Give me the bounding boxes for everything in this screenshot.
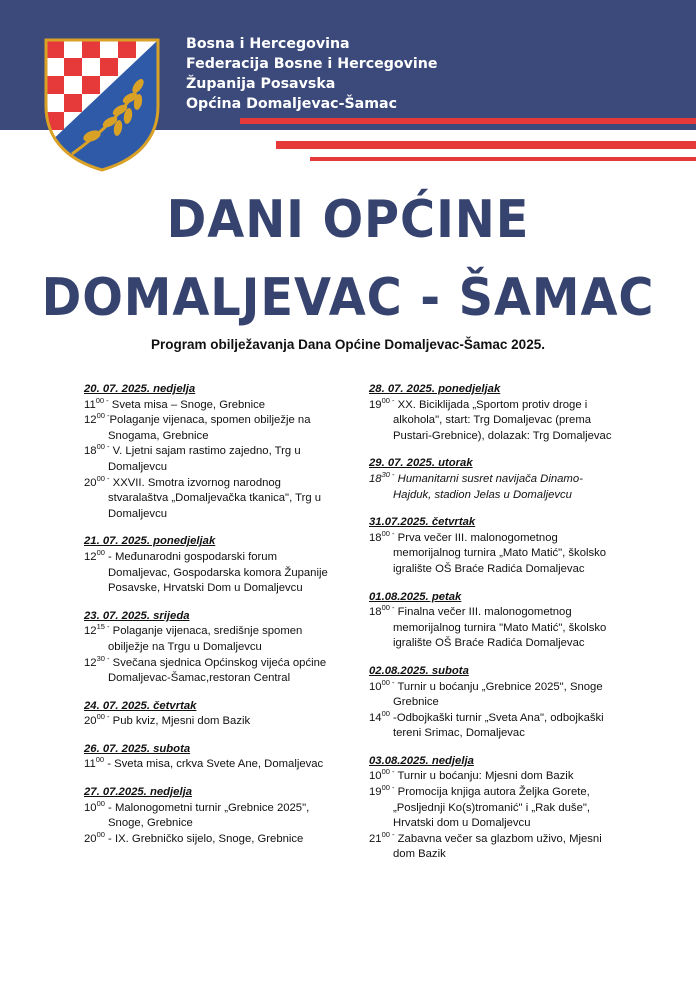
title-line-1: DANI OPĆINE bbox=[166, 190, 530, 250]
day-heading: 21. 07. 2025. ponedjeljak bbox=[84, 535, 216, 548]
event-description: - Malonogometni turnir „Grebnice 2025", Snoge, Grebnice bbox=[104, 801, 310, 830]
event-time: 19 bbox=[369, 786, 382, 799]
schedule-event bbox=[84, 444, 334, 475]
event-time: 14 bbox=[369, 711, 382, 724]
event-time-minutes: 00 bbox=[96, 548, 105, 558]
event-time: 18 bbox=[369, 472, 382, 485]
schedule-event bbox=[369, 395, 619, 445]
schedule-event bbox=[369, 769, 619, 785]
red-stripe-top bbox=[240, 118, 696, 124]
event-description: Humanitarni susret navijača Dinamo-Hajduk, stadion Jelas u Domaljevcu bbox=[393, 472, 583, 501]
event-time-minutes: 00 - bbox=[381, 767, 395, 777]
event-description: Polaganje vijenaca, središnje spomen obilježje na Trgu u Domaljevcu bbox=[108, 625, 303, 653]
schedule-day bbox=[369, 590, 619, 652]
schedule-event bbox=[369, 785, 619, 832]
event-time: 19 bbox=[369, 398, 382, 411]
event-time: 11 bbox=[84, 398, 96, 411]
schedule-day bbox=[84, 534, 334, 596]
schedule-day bbox=[369, 664, 619, 742]
event-time-minutes: 00 - bbox=[381, 528, 395, 538]
event-description: XX. Biciklijada „Sportom protiv droge i alkohola", start: Trg Domaljevac (prema Pustari-Grebnice), dolazak: Trg Domaljevac bbox=[393, 398, 612, 442]
event-time-minutes: 00 bbox=[96, 830, 105, 840]
header-line-municipality: Općina Domaljevac-Šamac bbox=[186, 96, 398, 112]
event-time: 11 bbox=[84, 758, 96, 771]
schedule-event bbox=[369, 832, 619, 863]
schedule-event bbox=[84, 473, 334, 523]
day-heading: 23. 07. 2025. srijeda bbox=[84, 609, 190, 622]
schedule-day bbox=[369, 515, 619, 577]
schedule-day bbox=[84, 609, 334, 687]
event-description: Turnir u boćanju „Grebnice 2025", Snoge Grebnice bbox=[393, 680, 603, 709]
day-heading: 03.08.2025. nedjelja bbox=[369, 754, 474, 767]
schedule-event bbox=[84, 714, 334, 730]
event-time: 12 bbox=[84, 550, 97, 563]
schedule-event bbox=[369, 528, 619, 578]
event-time-minutes: 00 - bbox=[381, 830, 395, 840]
day-heading: 01.08.2025. petak bbox=[369, 590, 462, 603]
schedule-event bbox=[84, 798, 334, 832]
event-description: Finalna večer III. malonogometnog memorijalnog turnira "Mato Matić", školsko igralište OŠ Braće Radića Domaljevac bbox=[393, 606, 607, 650]
day-heading: 29. 07. 2025. utorak bbox=[369, 457, 473, 470]
day-heading: 20. 07. 2025. nedjelja bbox=[84, 383, 196, 395]
day-heading: 28. 07. 2025. ponedjeljak bbox=[369, 383, 501, 395]
event-description: -Odbojkaški turnir „Sveta Ana", odbojkaški tereni Srimac, Domaljevac bbox=[389, 711, 604, 740]
schedule-event bbox=[369, 677, 619, 711]
schedule-event bbox=[369, 472, 619, 503]
day-heading: 26. 07. 2025. subota bbox=[84, 742, 191, 755]
schedule-event bbox=[84, 395, 334, 414]
schedule-day bbox=[84, 699, 334, 730]
event-time: 18 bbox=[369, 606, 382, 619]
event-description: Turnir u boćanju: Mjesni dom Bazik bbox=[394, 770, 574, 783]
event-time-minutes: 00 - bbox=[381, 677, 395, 687]
event-time-minutes: 30 - bbox=[96, 653, 110, 663]
event-time: 18 bbox=[84, 445, 97, 458]
event-time: 12 bbox=[84, 656, 97, 669]
event-time: 10 bbox=[369, 680, 382, 693]
event-time: 20 bbox=[84, 832, 97, 845]
event-time-minutes: 30 - bbox=[381, 470, 395, 480]
schedule-event bbox=[84, 832, 334, 848]
schedule-day bbox=[369, 456, 619, 503]
event-time: 12 bbox=[84, 625, 97, 638]
header-line-federation: Federacija Bosne i Hercegovine bbox=[186, 56, 438, 72]
event-description: Polaganje vijenaca, spomen obilježje na Snogama, Grebnice bbox=[108, 414, 311, 442]
day-heading: 24. 07. 2025. četvrtak bbox=[84, 699, 197, 712]
red-stripe-middle bbox=[276, 141, 696, 149]
event-description: Zabavna večer sa glazbom uživo, Mjesni dom Bazik bbox=[393, 832, 602, 861]
event-description: XXVII. Smotra izvornog narodnog stvaralaštva „Domaljevačka tkanica", Trg u Domaljevcu bbox=[108, 476, 322, 520]
event-description: - IX. Grebničko sijelo, Snoge, Grebnice bbox=[104, 832, 304, 845]
event-time-minutes: 00 - bbox=[96, 712, 110, 722]
event-time: 21 bbox=[369, 832, 382, 845]
schedule-event bbox=[84, 550, 334, 597]
schedule-event bbox=[369, 708, 619, 742]
header-line-country: Bosna i Hercegovina bbox=[186, 36, 350, 52]
event-time-minutes: 00 bbox=[95, 755, 105, 765]
schedule-event bbox=[369, 605, 619, 652]
event-description: Promocija knjiga autora Željka Gorete, „Posljednji Ko(s)tromanić" i „Rak duše", Hrvatski dom u Domaljevcu bbox=[393, 786, 590, 830]
schedule-right-column bbox=[369, 382, 619, 875]
schedule-event bbox=[84, 653, 334, 687]
event-time-minutes: 00 bbox=[96, 798, 105, 808]
event-time-minutes: 00 - bbox=[96, 442, 110, 452]
schedule-day bbox=[84, 382, 334, 522]
day-heading: 02.08.2025. subota bbox=[369, 664, 469, 677]
event-description: Svečana sjednica Općinskog vijeća općine Domaljevac-Šamac,restoran Central bbox=[108, 656, 327, 685]
event-time-minutes: 00 bbox=[381, 708, 390, 718]
coat-of-arms-icon bbox=[42, 36, 162, 172]
event-time-minutes: 00 - bbox=[381, 395, 395, 405]
event-description: Sveta misa – Snoge, Grebnice bbox=[108, 398, 266, 411]
event-time: 10 bbox=[369, 770, 382, 783]
event-time-minutes: 00 - bbox=[95, 395, 109, 405]
event-description: Prva večer III. malonogometnog memorijalnog turnira „Mato Matić", školsko igralište OŠ Braće Radića Domaljevac bbox=[393, 531, 607, 575]
event-time-minutes: 00 - bbox=[381, 783, 395, 793]
schedule-day bbox=[84, 785, 334, 847]
event-description: - Sveta misa, crkva Svete Ane, Domaljevac bbox=[104, 758, 324, 771]
event-description: Pub kviz, Mjesni dom Bazik bbox=[109, 715, 251, 728]
schedule-event bbox=[84, 624, 334, 655]
day-heading: 27. 07.2025. nedjelja bbox=[84, 786, 193, 799]
schedule-day bbox=[369, 754, 619, 863]
header-line-county: Županija Posavska bbox=[186, 76, 336, 92]
event-time-minutes: 00 - bbox=[96, 411, 110, 421]
schedule-left-column bbox=[84, 382, 334, 859]
event-time-minutes: 00 - bbox=[381, 603, 395, 613]
title-line-2: DOMALJEVAC - ŠAMAC bbox=[41, 268, 655, 328]
event-description: V. Ljetni sajam rastimo zajedno, Trg u Domaljevcu bbox=[108, 445, 301, 473]
schedule-day bbox=[369, 382, 619, 444]
schedule-day bbox=[84, 742, 334, 773]
event-description: - Međunarodni gospodarski forum Domaljevac, Gospodarska komora Županije Posavske, Hrvatski Dom u Domaljevcu bbox=[104, 550, 328, 595]
event-time: 18 bbox=[369, 531, 382, 544]
schedule-event bbox=[84, 757, 334, 773]
event-time: 10 bbox=[84, 801, 97, 814]
red-stripe-bottom bbox=[310, 157, 696, 161]
day-heading: 31.07.2025. četvrtak bbox=[369, 516, 476, 529]
schedule-event bbox=[84, 413, 334, 444]
event-time: 20 bbox=[84, 715, 97, 728]
event-time: 12 bbox=[84, 414, 97, 427]
event-time: 20 bbox=[84, 476, 97, 489]
program-subtitle: Program obilježavanja Dana Općine Domaljevac-Šamac 2025. bbox=[151, 337, 545, 352]
event-time-minutes: 00 - bbox=[96, 473, 110, 483]
header-text bbox=[186, 34, 437, 114]
event-time-minutes: 15 - bbox=[96, 622, 110, 632]
